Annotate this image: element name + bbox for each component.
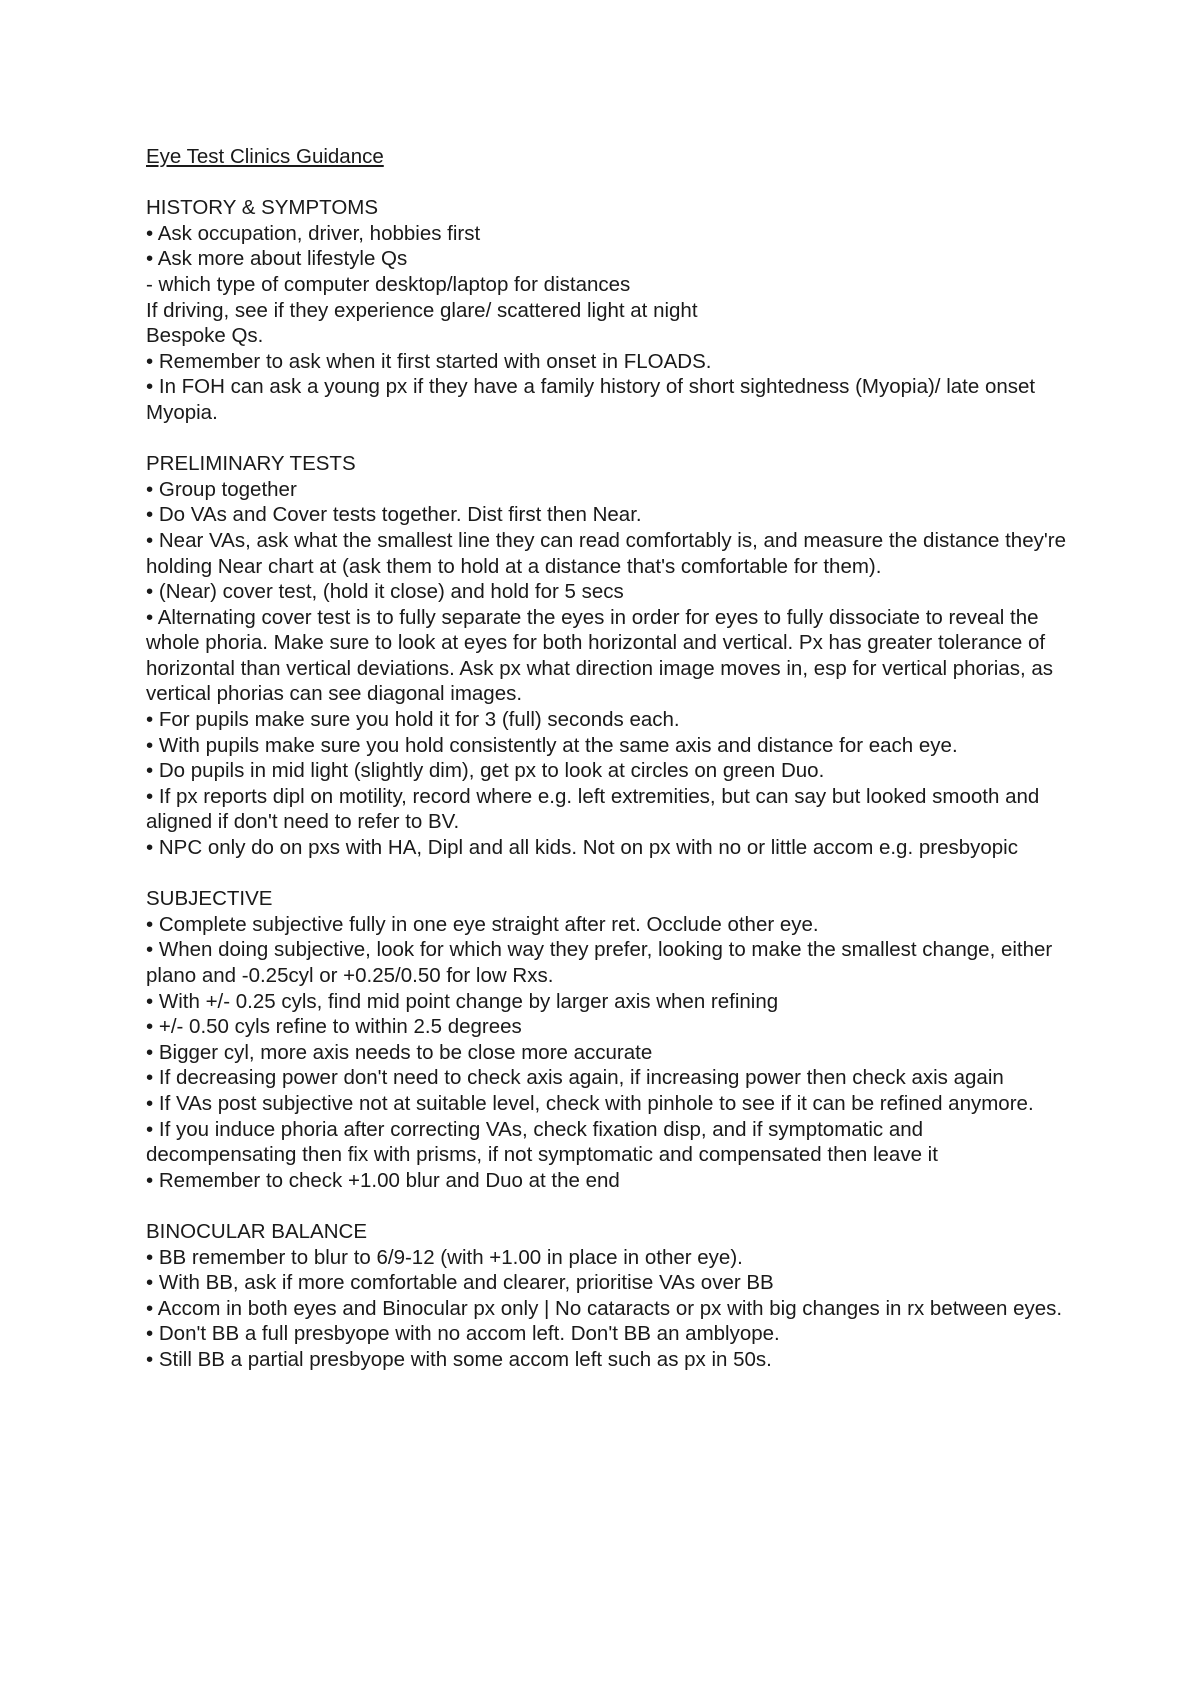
section-history-symptoms	[146, 195, 1076, 425]
list-item: • If px reports dipl on motility, record where e.g. left extremities, but can say but looked smooth and aligned if don't need to refer to BV.	[146, 784, 1040, 834]
list-item: • Bigger cyl, more axis needs to be close more accurate	[146, 1040, 653, 1064]
section-binocular-balance	[146, 1219, 1076, 1373]
list-item: • For pupils make sure you hold it for 3 (full) seconds each.	[146, 708, 680, 732]
list-item: • If decreasing power don't need to check axis again, if increasing power then check axis again	[146, 1066, 1004, 1090]
list-item: • With BB, ask if more comfortable and clearer, prioritise VAs over BB	[146, 1271, 774, 1295]
list-item: • Near VAs, ask what the smallest line they can read comfortably is, and measure the distance they're holding Near chart at (ask them to hold at a distance that's comfortable for them).	[146, 528, 1066, 578]
list-item: • Complete subjective fully in one eye straight after ret. Occlude other eye.	[146, 912, 819, 936]
list-item: • NPC only do on pxs with HA, Dipl and all kids. Not on px with no or little accom e.g. presbyopic	[146, 836, 1018, 860]
list-item: • With +/- 0.25 cyls, find mid point change by larger axis when refining	[146, 989, 779, 1013]
list-item: If driving, see if they experience glare/ scattered light at night	[146, 298, 698, 322]
document-page	[146, 144, 1076, 1373]
section-preliminary-tests	[146, 451, 1076, 861]
list-item: • Group together	[146, 477, 297, 501]
list-item: • Alternating cover test is to fully separate the eyes in order for eyes to fully dissociate to reveal the whole phoria. Make sure to look at eyes for both horizontal and vertical. Px has greater tolerance of horizontal than vertical deviations. Ask px what direction image moves in, esp for vertical phorias, as vertical phorias can see diagonal images.	[146, 605, 1053, 706]
list-item: • Don't BB a full presbyope with no accom left. Don't BB an amblyope.	[146, 1322, 780, 1346]
document-title: Eye Test Clinics Guidance	[146, 145, 384, 168]
list-item: • Remember to check +1.00 blur and Duo at the end	[146, 1168, 620, 1192]
list-item: • Do VAs and Cover tests together. Dist first then Near.	[146, 503, 642, 527]
list-item: • Accom in both eyes and Binocular px only | No cataracts or px with big changes in rx between eyes.	[146, 1296, 1063, 1320]
section-heading: SUBJECTIVE	[146, 887, 273, 911]
list-item: • When doing subjective, look for which way they prefer, looking to make the smallest change, either plano and -0.25cyl or +0.25/0.50 for low Rxs.	[146, 938, 1053, 987]
section-heading: HISTORY & SYMPTOMS	[146, 196, 379, 220]
list-item: • BB remember to blur to 6/9-12 (with +1.00 in place in other eye).	[146, 1245, 743, 1269]
list-item: • Still BB a partial presbyope with some accom left such as px in 50s.	[146, 1347, 772, 1371]
list-item: • Ask occupation, driver, hobbies first	[146, 221, 481, 245]
section-subjective	[146, 886, 1076, 1193]
list-item: • If you induce phoria after correcting VAs, check fixation disp, and if symptomatic and decompensating then fix with prisms, if not symptomatic and compensated then leave it	[146, 1117, 938, 1167]
list-item: Bespoke Qs.	[146, 324, 264, 348]
list-item: • Remember to ask when it first started with onset in FLOADS.	[146, 349, 712, 373]
list-item: • With pupils make sure you hold consistently at the same axis and distance for each eye.	[146, 733, 958, 757]
section-heading: BINOCULAR BALANCE	[146, 1219, 368, 1243]
list-item: • Do pupils in mid light (slightly dim), get px to look at circles on green Duo.	[146, 759, 825, 783]
list-item: - which type of computer desktop/laptop for distances	[146, 272, 631, 296]
list-item: • Ask more about lifestyle Qs	[146, 247, 408, 271]
list-item: • (Near) cover test, (hold it close) and hold for 5 secs	[146, 580, 624, 604]
list-item: • +/- 0.50 cyls refine to within 2.5 degrees	[146, 1015, 522, 1039]
list-item: • In FOH can ask a young px if they have a family history of short sightedness (Myopia)/ late onset Myopia.	[146, 375, 1036, 424]
list-item: • If VAs post subjective not at suitable level, check with pinhole to see if it can be refined anymore.	[146, 1091, 1034, 1115]
section-heading: PRELIMINARY TESTS	[146, 452, 356, 476]
